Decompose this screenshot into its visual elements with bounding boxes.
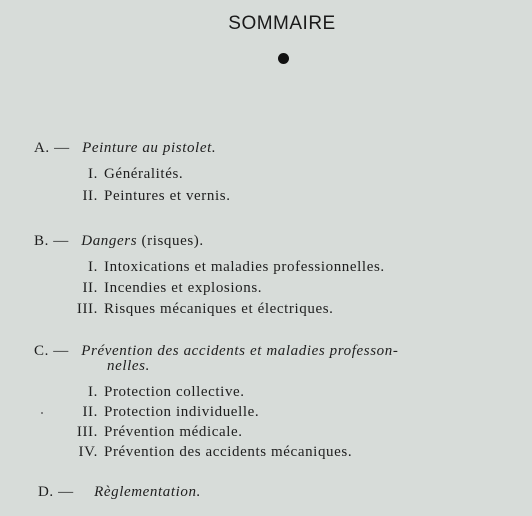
section-a-letter: A. — bbox=[34, 140, 70, 156]
item-number: II. bbox=[82, 404, 98, 420]
section-b-item-3 bbox=[68, 301, 334, 318]
section-b-item-1 bbox=[68, 259, 385, 276]
item-label: Prévention des accidents mécaniques. bbox=[104, 444, 353, 460]
section-b-item-2 bbox=[68, 280, 262, 297]
item-label: Incendies et explosions. bbox=[104, 280, 263, 296]
section-b-title-rest: (risques). bbox=[141, 233, 204, 249]
item-label: Peintures et vernis. bbox=[104, 188, 231, 204]
item-number: I. bbox=[88, 384, 98, 400]
item-label: Intoxications et maladies professionnelles. bbox=[104, 259, 385, 275]
section-d-heading bbox=[38, 484, 201, 501]
item-number: II. bbox=[82, 280, 98, 296]
section-b-title: Dangers bbox=[81, 233, 138, 249]
section-d-title: Règlementation. bbox=[94, 484, 201, 500]
item-number: I. bbox=[88, 166, 98, 182]
paper-speck bbox=[41, 412, 43, 414]
item-label: Généralités. bbox=[104, 166, 184, 182]
section-c-item-2 bbox=[68, 404, 259, 421]
section-b-heading bbox=[34, 233, 204, 250]
section-d-letter: D. — bbox=[38, 484, 74, 500]
section-a-item-2 bbox=[68, 188, 231, 205]
section-c-title: Prévention des accidents et maladies professon- bbox=[81, 343, 399, 359]
item-number: IV. bbox=[78, 444, 98, 460]
section-c-item-1 bbox=[68, 384, 245, 401]
bullet-ornament bbox=[278, 53, 289, 64]
section-c-item-4 bbox=[68, 444, 352, 461]
section-c-heading bbox=[34, 343, 398, 360]
section-b-letter: B. — bbox=[34, 233, 69, 249]
item-label: Risques mécaniques et électriques. bbox=[104, 301, 334, 317]
section-a-title: Peinture au pistolet. bbox=[82, 140, 217, 156]
item-label: Prévention médicale. bbox=[104, 424, 243, 440]
item-number: III. bbox=[76, 301, 98, 317]
section-a-item-1 bbox=[68, 166, 183, 183]
section-a-heading bbox=[34, 140, 216, 157]
item-number: I. bbox=[88, 259, 98, 275]
item-label: Protection collective. bbox=[104, 384, 245, 400]
section-c-title-continuation: nelles. bbox=[107, 358, 150, 374]
item-number: III. bbox=[76, 424, 98, 440]
section-c-letter: C. — bbox=[34, 343, 69, 359]
page-title: SOMMAIRE bbox=[228, 13, 336, 34]
section-c-item-3 bbox=[68, 424, 243, 441]
item-number: II. bbox=[82, 188, 98, 204]
item-label: Protection individuelle. bbox=[104, 404, 260, 420]
